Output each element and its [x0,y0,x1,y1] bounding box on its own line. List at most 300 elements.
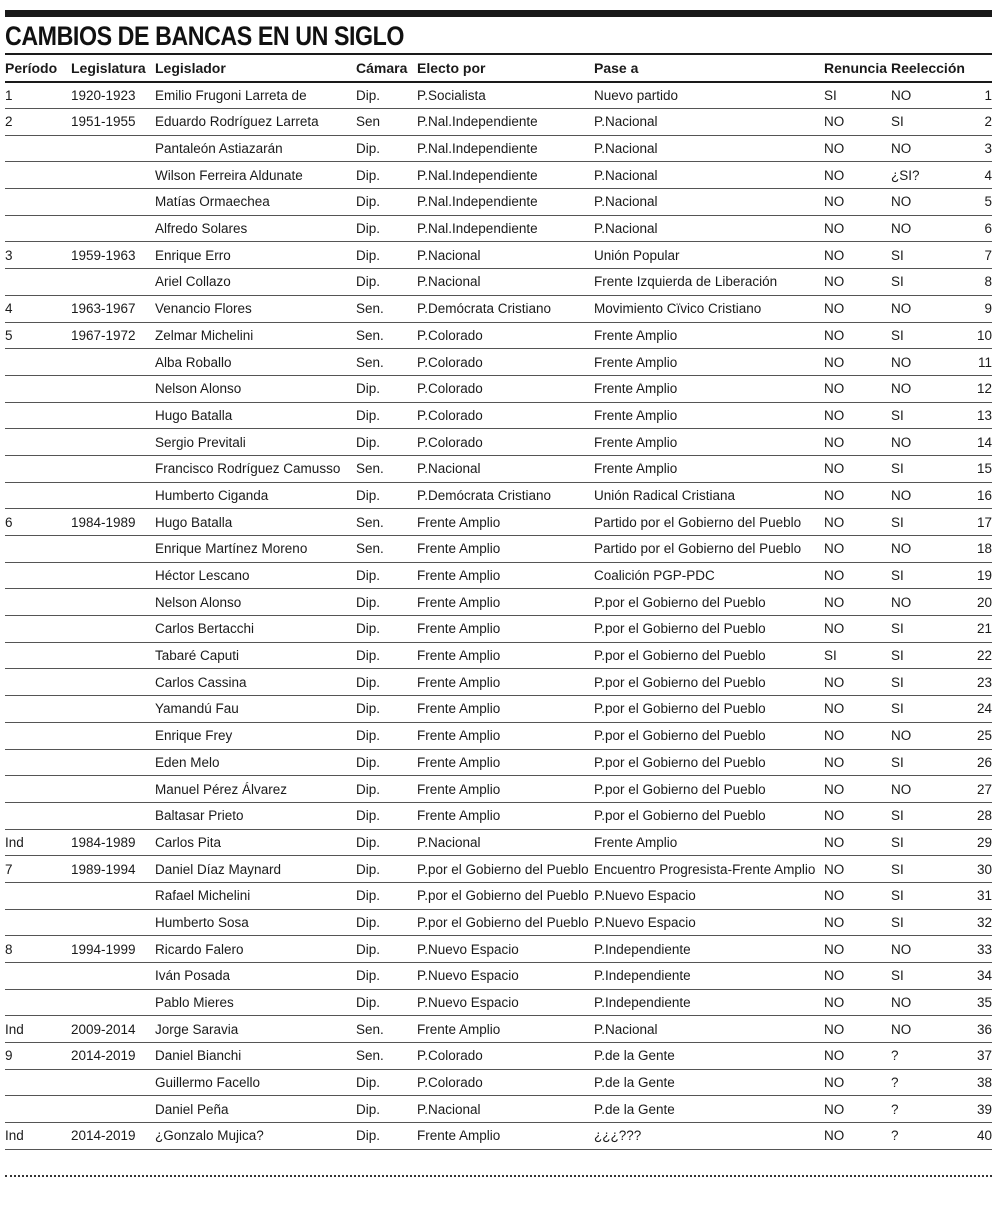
cell-electo-por: P.Nacional [417,829,594,856]
cell-electo-por: P.Colorado [417,1069,594,1096]
cell-electo-por: P.Nal.Independiente [417,162,594,189]
cell-camara: Dip. [356,642,417,669]
table-row [5,856,992,883]
cell-numero: 36 [951,1016,992,1043]
table-row [5,109,992,136]
table-row [5,589,992,616]
cell-camara: Dip. [356,776,417,803]
dotted-divider [5,1175,992,1177]
cell-legislatura: 2009-2014 [71,1016,155,1043]
cell-camara: Dip. [356,936,417,963]
cell-legislador: Alba Roballo [155,349,356,376]
cell-camara: Dip. [356,989,417,1016]
cell-numero: 21 [951,616,992,643]
cell-legislatura [71,135,155,162]
cell-camara: Sen. [356,1016,417,1043]
cell-reeleccion: NO [891,189,951,216]
cell-periodo [5,269,71,296]
header-electo-por: Electo por [417,55,594,82]
cell-renuncia: NO [824,589,891,616]
cell-renuncia: NO [824,616,891,643]
cell-camara: Dip. [356,856,417,883]
cell-legislador: Daniel Peña [155,1096,356,1123]
table-row [5,1043,992,1070]
cell-numero: 37 [951,1043,992,1070]
cell-renuncia: NO [824,322,891,349]
cell-legislador: Guillermo Facello [155,1069,356,1096]
cell-legislatura: 1963-1967 [71,295,155,322]
cell-periodo [5,776,71,803]
cell-camara: Dip. [356,802,417,829]
cell-numero: 30 [951,856,992,883]
cell-periodo [5,375,71,402]
cell-reeleccion: NO [891,482,951,509]
header-legislador: Legislador [155,55,356,82]
cell-legislatura [71,349,155,376]
cell-pase-a: P.Nacional [594,162,824,189]
cell-reeleccion: NO [891,295,951,322]
table-body [5,82,992,1149]
cell-legislatura [71,616,155,643]
cell-renuncia: NO [824,162,891,189]
cell-electo-por: P.Socialista [417,82,594,109]
cell-legislador: Daniel Díaz Maynard [155,856,356,883]
cell-legislador: Francisco Rodríguez Camusso [155,455,356,482]
table-row [5,936,992,963]
table-row [5,1123,992,1150]
cell-periodo [5,536,71,563]
cell-legislador: Ricardo Falero [155,936,356,963]
cell-reeleccion: ? [891,1069,951,1096]
cell-legislatura: 1984-1989 [71,509,155,536]
cell-electo-por: P.por el Gobierno del Pueblo [417,856,594,883]
table-row [5,882,992,909]
cell-legislatura: 1967-1972 [71,322,155,349]
cell-numero: 11 [951,349,992,376]
cell-legislatura [71,455,155,482]
cell-numero: 40 [951,1123,992,1150]
table-row [5,802,992,829]
table-row [5,269,992,296]
cell-electo-por: Frente Amplio [417,616,594,643]
cell-pase-a: P.Nacional [594,215,824,242]
cell-camara: Dip. [356,215,417,242]
cell-numero: 34 [951,963,992,990]
cell-legislador: Rafael Michelini [155,882,356,909]
cell-legislatura [71,963,155,990]
cell-camara: Sen. [356,295,417,322]
cell-numero: 33 [951,936,992,963]
cell-periodo [5,402,71,429]
cell-renuncia: NO [824,189,891,216]
cell-reeleccion: NO [891,429,951,456]
cell-periodo [5,429,71,456]
cell-camara: Dip. [356,269,417,296]
cell-pase-a: P.por el Gobierno del Pueblo [594,749,824,776]
cell-legislatura [71,802,155,829]
cell-periodo [5,215,71,242]
cell-reeleccion: SI [891,509,951,536]
cell-numero: 25 [951,722,992,749]
cell-renuncia: NO [824,135,891,162]
cell-periodo [5,802,71,829]
cell-periodo [5,909,71,936]
cell-numero: 3 [951,135,992,162]
cell-pase-a: Movimiento Cïvico Cristiano [594,295,824,322]
cell-electo-por: P.Colorado [417,349,594,376]
cell-reeleccion: ? [891,1043,951,1070]
cell-legislatura [71,882,155,909]
cell-legislatura: 2014-2019 [71,1043,155,1070]
header-renuncia: Renuncia [824,55,891,82]
cell-renuncia: NO [824,349,891,376]
cell-legislatura [71,669,155,696]
cell-periodo [5,135,71,162]
cell-camara: Sen [356,109,417,136]
cell-camara: Sen. [356,536,417,563]
cell-pase-a: P.por el Gobierno del Pueblo [594,696,824,723]
cell-pase-a: P.de la Gente [594,1069,824,1096]
cell-periodo [5,749,71,776]
cell-reeleccion: SI [891,642,951,669]
cell-electo-por: P.Colorado [417,1043,594,1070]
cell-renuncia: NO [824,295,891,322]
cell-periodo: Ind [5,1016,71,1043]
cell-renuncia: NO [824,242,891,269]
cell-electo-por: P.Colorado [417,429,594,456]
cell-renuncia: NO [824,536,891,563]
cell-periodo [5,963,71,990]
cell-legislatura [71,215,155,242]
table-row [5,295,992,322]
cell-reeleccion: NO [891,375,951,402]
cell-electo-por: Frente Amplio [417,1016,594,1043]
cell-periodo [5,1096,71,1123]
cell-camara: Dip. [356,963,417,990]
cell-reeleccion: SI [891,562,951,589]
cell-renuncia: NO [824,776,891,803]
cell-numero: 18 [951,536,992,563]
table-row [5,749,992,776]
cell-legislatura [71,589,155,616]
cell-reeleccion: SI [891,829,951,856]
cell-numero: 27 [951,776,992,803]
cell-camara: Dip. [356,135,417,162]
cell-renuncia: NO [824,215,891,242]
cell-pase-a: Frente Izquierda de Liberación [594,269,824,296]
cell-pase-a: P.por el Gobierno del Pueblo [594,722,824,749]
cell-numero: 1 [951,82,992,109]
cell-reeleccion: SI [891,696,951,723]
cell-camara: Sen. [356,455,417,482]
cell-electo-por: P.Nuevo Espacio [417,963,594,990]
cell-renuncia: NO [824,269,891,296]
cell-legislador: Enrique Martínez Moreno [155,536,356,563]
cell-reeleccion: ? [891,1096,951,1123]
cell-camara: Dip. [356,829,417,856]
cell-electo-por: Frente Amplio [417,1123,594,1150]
cell-renuncia: NO [824,909,891,936]
header-periodo: Período [5,55,71,82]
cell-pase-a: Nuevo partido [594,82,824,109]
cell-legislador: Eden Melo [155,749,356,776]
table-header [5,55,992,82]
table-row [5,82,992,109]
cell-electo-por: Frente Amplio [417,696,594,723]
cell-pase-a: Unión Radical Cristiana [594,482,824,509]
cell-camara: Dip. [356,242,417,269]
cell-camara: Sen. [356,509,417,536]
cell-renuncia: NO [824,1123,891,1150]
cell-reeleccion: NO [891,215,951,242]
cell-pase-a: P.por el Gobierno del Pueblo [594,802,824,829]
cell-periodo [5,989,71,1016]
cell-renuncia: NO [824,989,891,1016]
cell-renuncia: NO [824,562,891,589]
cell-renuncia: NO [824,856,891,883]
cell-reeleccion: NO [891,349,951,376]
cell-numero: 10 [951,322,992,349]
cell-legislatura [71,642,155,669]
cell-pase-a: P.de la Gente [594,1043,824,1070]
cell-renuncia: NO [824,1096,891,1123]
cell-periodo [5,482,71,509]
table-row [5,135,992,162]
cell-legislatura [71,482,155,509]
cell-reeleccion: SI [891,402,951,429]
cell-camara: Sen. [356,322,417,349]
cell-electo-por: Frente Amplio [417,776,594,803]
cell-legislador: Humberto Sosa [155,909,356,936]
table-row [5,1069,992,1096]
cell-legislador: Hugo Batalla [155,402,356,429]
table-row [5,375,992,402]
cell-legislatura: 1920-1923 [71,82,155,109]
header-row [5,55,992,82]
cell-periodo [5,589,71,616]
cell-numero: 28 [951,802,992,829]
cell-periodo [5,696,71,723]
cell-pase-a: P.Nacional [594,189,824,216]
cell-legislador: Enrique Frey [155,722,356,749]
cell-legislador: Nelson Alonso [155,375,356,402]
cell-renuncia: NO [824,722,891,749]
cell-camara: Dip. [356,482,417,509]
cell-pase-a: Frente Amplio [594,429,824,456]
cell-renuncia: NO [824,482,891,509]
cell-periodo: 8 [5,936,71,963]
cell-renuncia: NO [824,455,891,482]
cell-pase-a: P.Nacional [594,1016,824,1043]
cell-electo-por: P.Nal.Independiente [417,109,594,136]
cell-pase-a: Unión Popular [594,242,824,269]
cell-pase-a: P.por el Gobierno del Pueblo [594,589,824,616]
cell-reeleccion: NO [891,1016,951,1043]
table-row [5,455,992,482]
cell-reeleccion: ? [891,1123,951,1150]
cell-camara: Dip. [356,696,417,723]
cell-legislatura [71,269,155,296]
cell-camara: Dip. [356,1096,417,1123]
cell-electo-por: P.por el Gobierno del Pueblo [417,882,594,909]
cell-reeleccion: SI [891,963,951,990]
cell-renuncia: NO [824,375,891,402]
cell-numero: 20 [951,589,992,616]
table-row [5,989,992,1016]
cell-reeleccion: NO [891,589,951,616]
cell-electo-por: P.Nacional [417,455,594,482]
cell-electo-por: P.por el Gobierno del Pueblo [417,909,594,936]
cell-legislador: Matías Ormaechea [155,189,356,216]
cell-legislador: Alfredo Solares [155,215,356,242]
cell-legislador: Héctor Lescano [155,562,356,589]
cell-numero: 39 [951,1096,992,1123]
cell-reeleccion: NO [891,936,951,963]
cell-renuncia: NO [824,1016,891,1043]
bancas-table [5,55,992,1150]
cell-legislador: Iván Posada [155,963,356,990]
table-row [5,215,992,242]
cell-camara: Dip. [356,1123,417,1150]
cell-legislador: Jorge Saravia [155,1016,356,1043]
cell-camara: Dip. [356,82,417,109]
cell-legislatura: 1951-1955 [71,109,155,136]
cell-camara: Dip. [356,616,417,643]
cell-electo-por: P.Nacional [417,242,594,269]
cell-numero: 5 [951,189,992,216]
cell-legislador: Enrique Erro [155,242,356,269]
cell-legislador: Ariel Collazo [155,269,356,296]
cell-electo-por: P.Nacional [417,1096,594,1123]
cell-camara: Dip. [356,589,417,616]
cell-reeleccion: ¿SI? [891,162,951,189]
cell-legislador: Pablo Mieres [155,989,356,1016]
cell-pase-a: Partido por el Gobierno del Pueblo [594,536,824,563]
cell-pase-a: P.Independiente [594,936,824,963]
cell-numero: 4 [951,162,992,189]
table-row [5,562,992,589]
cell-reeleccion: SI [891,322,951,349]
cell-pase-a: Frente Amplio [594,349,824,376]
cell-numero: 17 [951,509,992,536]
cell-legislatura [71,696,155,723]
table-row [5,669,992,696]
cell-renuncia: SI [824,82,891,109]
cell-legislador: Nelson Alonso [155,589,356,616]
cell-electo-por: P.Nal.Independiente [417,135,594,162]
cell-numero: 6 [951,215,992,242]
cell-legislador: Hugo Batalla [155,509,356,536]
cell-electo-por: Frente Amplio [417,802,594,829]
cell-periodo: Ind [5,829,71,856]
cell-legislatura: 1984-1989 [71,829,155,856]
cell-numero: 14 [951,429,992,456]
cell-periodo [5,722,71,749]
cell-periodo: 1 [5,82,71,109]
cell-numero: 32 [951,909,992,936]
cell-camara: Dip. [356,669,417,696]
cell-pase-a: Frente Amplio [594,455,824,482]
cell-pase-a: P.Independiente [594,963,824,990]
cell-electo-por: P.Nuevo Espacio [417,989,594,1016]
cell-legislador: ¿Gonzalo Mujica? [155,1123,356,1150]
cell-electo-por: Frente Amplio [417,642,594,669]
cell-legislatura: 1994-1999 [71,936,155,963]
cell-numero: 19 [951,562,992,589]
cell-electo-por: P.Demócrata Cristiano [417,482,594,509]
cell-camara: Dip. [356,402,417,429]
cell-periodo: 6 [5,509,71,536]
cell-periodo [5,562,71,589]
cell-pase-a: P.Nuevo Espacio [594,909,824,936]
cell-legislatura [71,562,155,589]
cell-reeleccion: NO [891,776,951,803]
cell-numero: 24 [951,696,992,723]
cell-legislatura: 1989-1994 [71,856,155,883]
cell-legislatura [71,909,155,936]
cell-numero: 13 [951,402,992,429]
header-pase-a: Pase a [594,55,824,82]
cell-pase-a: Encuentro Progresista-Frente Amplio [594,856,824,883]
cell-renuncia: NO [824,936,891,963]
cell-electo-por: P.Nal.Independiente [417,189,594,216]
cell-electo-por: Frente Amplio [417,509,594,536]
cell-legislatura [71,776,155,803]
cell-pase-a: P.Nuevo Espacio [594,882,824,909]
table-row [5,322,992,349]
table-row [5,162,992,189]
cell-legislador: Wilson Ferreira Aldunate [155,162,356,189]
top-rule [5,10,992,17]
cell-reeleccion: NO [891,135,951,162]
cell-legislador: Emilio Frugoni Larreta de [155,82,356,109]
table-row [5,909,992,936]
cell-periodo [5,669,71,696]
table-row [5,509,992,536]
cell-legislador: Carlos Bertacchi [155,616,356,643]
cell-reeleccion: NO [891,722,951,749]
cell-periodo [5,162,71,189]
cell-numero: 38 [951,1069,992,1096]
cell-legislatura [71,1069,155,1096]
cell-periodo: 3 [5,242,71,269]
table-row [5,1096,992,1123]
table-row [5,242,992,269]
cell-legislatura [71,402,155,429]
cell-pase-a: P.por el Gobierno del Pueblo [594,669,824,696]
cell-pase-a: Partido por el Gobierno del Pueblo [594,509,824,536]
cell-renuncia: NO [824,749,891,776]
cell-electo-por: Frente Amplio [417,722,594,749]
cell-camara: Dip. [356,882,417,909]
cell-reeleccion: SI [891,909,951,936]
cell-legislador: Humberto Ciganda [155,482,356,509]
cell-legislador: Tabaré Caputi [155,642,356,669]
cell-numero: 35 [951,989,992,1016]
cell-legislador: Pantaleón Astiazarán [155,135,356,162]
cell-pase-a: P.Independiente [594,989,824,1016]
table-row [5,429,992,456]
cell-reeleccion: NO [891,536,951,563]
cell-electo-por: P.Nacional [417,269,594,296]
header-camara: Cámara [356,55,417,82]
cell-reeleccion: SI [891,749,951,776]
cell-numero: 15 [951,455,992,482]
cell-renuncia: NO [824,1043,891,1070]
cell-electo-por: Frente Amplio [417,562,594,589]
cell-electo-por: Frente Amplio [417,669,594,696]
cell-periodo [5,189,71,216]
